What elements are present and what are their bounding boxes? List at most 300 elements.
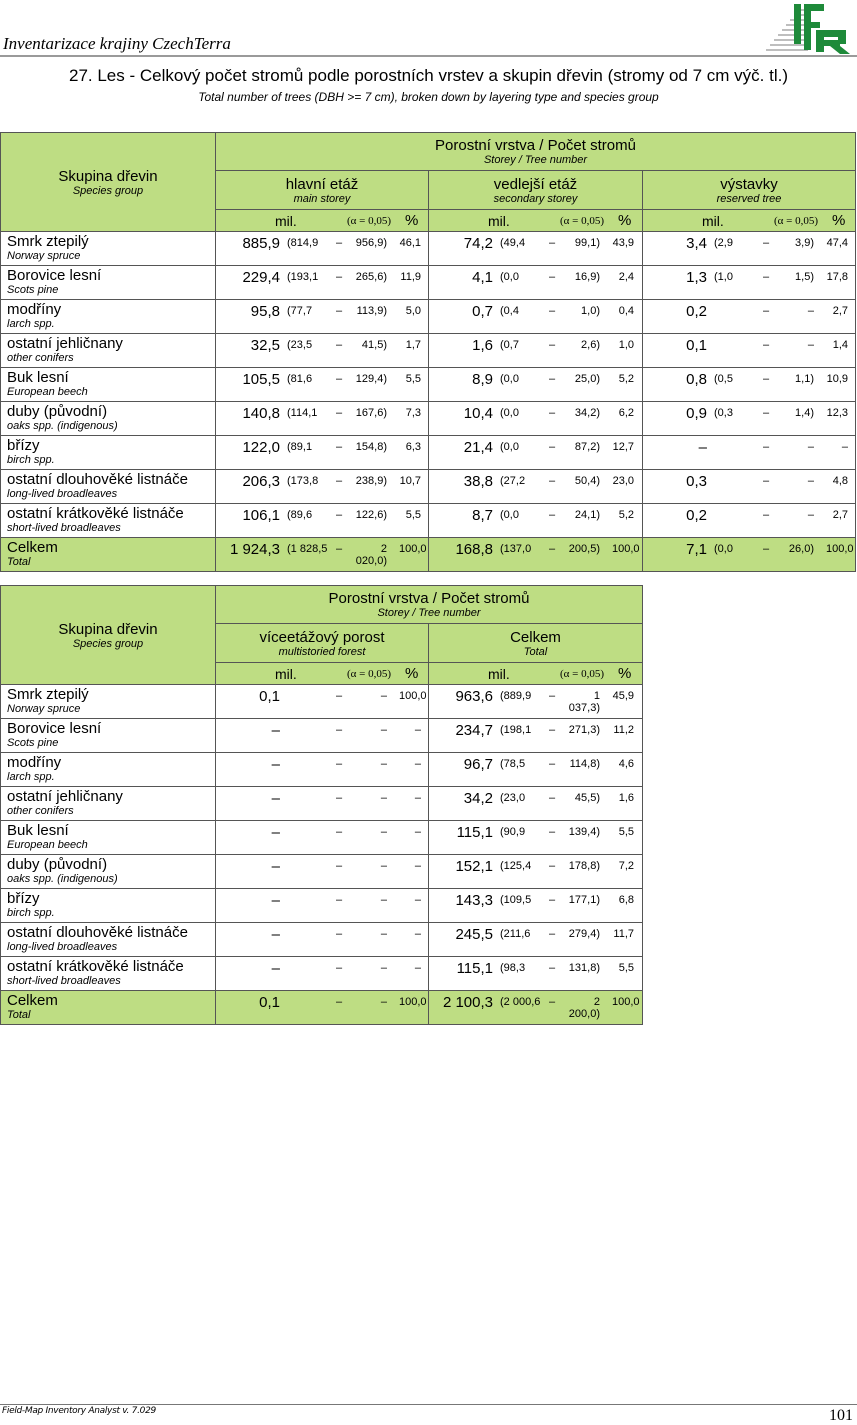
species-name-en: Scots pine [7,284,59,296]
ci-dash: – [548,305,556,317]
value-cell [429,991,643,1025]
ci-dash: – [335,724,343,736]
value-cell [216,889,429,923]
col-header-multistoried [216,624,429,663]
value-pct: 5,2 [618,373,634,385]
value-pct: 11,2 [613,724,634,736]
species-cell [1,957,216,991]
table-row [1,787,643,821]
ci-low: (0,4 [500,305,519,317]
value-mil: 3,4 [686,235,707,252]
confidence-interval [500,892,612,906]
ci-dash: – [335,758,343,770]
storey-group-cz: Porostní vrstva / Počet stromů [435,137,636,154]
confidence-interval [714,405,826,419]
table-row [1,436,856,470]
ci-low [287,792,331,804]
unit-alpha-label: (α = 0,05) [560,214,605,227]
ci-dash: – [548,271,556,283]
unit-alpha-label: (α = 0,05) [347,667,392,680]
confidence-interval [714,371,826,385]
unit-pct-label: % [405,212,419,229]
confidence-interval [714,507,826,521]
value-pct: 5,0 [405,305,421,317]
ci-high: – [807,339,814,351]
ci-low [714,509,758,521]
units-header [216,210,428,231]
confidence-interval [500,405,612,419]
table-row [1,368,856,402]
value-pct: 2,7 [832,509,848,521]
ci-low [714,441,758,453]
unit-pct-label: % [618,212,632,229]
confidence-interval [714,473,826,487]
ci-dash: – [548,237,556,249]
value-pct: – [414,894,421,906]
value-group [216,685,428,718]
value-cell [216,957,429,991]
ci-low: (173,8 [287,475,319,487]
confidence-interval [500,507,612,521]
ci-dash: – [548,407,556,419]
value-cell [216,504,429,538]
value-mil: 34,2 [463,790,493,807]
value-pct: 100,0 [612,543,640,555]
value-group [429,538,642,571]
ci-dash: – [335,373,343,385]
value-cell [429,855,643,889]
ci-dash: – [335,339,343,351]
table-row [1,821,643,855]
confidence-interval [500,994,612,1020]
ci-high: – [807,441,814,453]
value-pct: 43,9 [612,237,634,249]
confidence-interval [500,337,612,351]
ci-low: (78,5 [500,758,526,770]
unit-mil-label: mil. [275,665,297,682]
value-mil: 38,8 [463,473,493,490]
species-name-en: European beech [7,839,88,851]
value-pct: 6,8 [618,894,634,906]
ci-high: – [380,826,387,838]
ci-high: 2 020,0) [355,543,387,567]
confidence-interval [500,960,612,974]
value-group [216,538,428,571]
confidence-interval [714,541,826,555]
confidence-interval [287,541,399,567]
ci-dash: – [762,441,770,453]
ci-high: 139,4) [568,826,600,838]
species-name-cz: Borovice lesní [7,267,102,284]
col-header-secondary-storey [429,171,643,210]
value-mil: 106,1 [242,507,280,524]
species-cell [1,855,216,889]
species-cell [1,504,216,538]
ci-high: 265,6) [355,271,387,283]
ci-low [714,305,758,317]
unit-mil-label: mil. [488,212,510,229]
value-cell [216,334,429,368]
ci-low: (81,6 [287,373,313,385]
ci-dash: – [548,690,556,702]
value-pct: 1,7 [405,339,421,351]
ci-low: (49,4 [500,237,526,249]
species-name-cz: ostatní krátkověké listnáče [7,958,184,975]
ci-high: 113,9) [356,305,387,317]
ci-low [287,894,331,906]
confidence-interval [287,473,399,487]
value-pct: 5,5 [405,509,421,521]
ci-dash: – [548,860,556,872]
col-en: multistoried forest [278,645,366,658]
ci-low: (109,5 [500,894,532,906]
table-row [1,719,643,753]
unit-mil-label: mil. [275,212,297,229]
ci-dash: – [548,928,556,940]
value-group [429,991,642,1024]
ci-low: (211,6 [500,928,531,940]
confidence-interval [714,269,826,283]
value-cell [429,300,643,334]
value-group [216,266,428,299]
value-cell [429,368,643,402]
value-group [216,300,428,333]
ci-dash: – [548,792,556,804]
col-cz: vedlejší etáž [493,175,578,193]
species-cell [1,334,216,368]
value-cell [216,855,429,889]
value-group [429,334,642,367]
value-group [216,889,428,922]
table-subtitle: Total number of trees (DBH >= 7 cm), broken down by layering type and species group [198,90,659,104]
ci-dash: – [335,996,343,1008]
value-mil: 10,4 [463,405,493,422]
value-group [429,787,642,820]
ci-dash: – [335,305,343,317]
ci-low [287,690,331,702]
species-name-cz: Smrk ztepilý [7,233,89,250]
ci-dash: – [762,373,770,385]
confidence-interval [287,507,399,521]
species-cell [1,232,216,266]
species-cell [1,300,216,334]
ci-low: (98,3 [500,962,526,974]
value-mil: 206,3 [242,473,280,490]
value-group [429,957,642,990]
value-group [216,991,428,1024]
ci-high: 1 037,3) [568,690,600,714]
unit-mil-label: mil. [702,212,724,229]
value-cell [429,685,643,719]
ci-dash: – [762,475,770,487]
ci-high: 26,0) [788,543,814,555]
confidence-interval [287,926,399,940]
ci-high: 45,5) [574,792,600,804]
confidence-interval [500,824,612,838]
value-mil: 0,2 [686,303,707,320]
total-row [1,538,856,572]
ci-low: (0,0 [500,407,519,419]
value-group [216,504,428,537]
ci-dash: – [762,407,770,419]
value-group [216,402,428,435]
value-mil: – [271,756,280,773]
value-mil: – [271,722,280,739]
ci-dash: – [335,690,343,702]
value-pct: 46,1 [399,237,421,249]
ci-dash: – [548,339,556,351]
confidence-interval [287,337,399,351]
value-cell [429,436,643,470]
value-mil: 0,8 [686,371,707,388]
species-name-cz: Buk lesní [7,369,69,386]
ci-dash: – [335,826,343,838]
ci-high: 114,8) [569,758,600,770]
confidence-interval [287,790,399,804]
total-row [1,991,643,1025]
value-mil: 0,7 [472,303,493,320]
value-group [643,470,855,503]
value-mil: 115,1 [456,960,493,977]
ci-high: 129,4) [355,373,387,385]
value-group [429,923,642,956]
ci-high: 271,3) [568,724,600,736]
value-pct: 5,5 [618,962,634,974]
value-mil: 8,7 [472,507,493,524]
storey-group-en: Storey / Tree number [483,154,588,166]
value-group [216,232,428,265]
species-group-header [1,133,216,232]
ci-dash: – [335,792,343,804]
value-pct: 5,5 [405,373,421,385]
value-group [643,504,855,537]
value-pct: 5,2 [618,509,634,521]
value-cell [429,957,643,991]
confidence-interval [500,858,612,872]
value-mil: 8,9 [472,371,493,388]
value-cell [429,334,643,368]
confidence-interval [287,405,399,419]
species-name-cz: duby (původní) [7,403,108,420]
species-name-cz: Borovice lesní [7,720,102,737]
table-row [1,300,856,334]
ci-high: – [380,962,387,974]
value-group [429,855,642,888]
value-cell [216,300,429,334]
value-cell [429,719,643,753]
ci-dash: – [335,509,343,521]
species-cell [1,889,216,923]
ci-dash: – [548,441,556,453]
value-pct: – [841,441,848,453]
confidence-interval [287,858,399,872]
value-pct: 10,9 [826,373,848,385]
value-group [429,889,642,922]
value-mil: 2 100,3 [442,994,493,1011]
ci-dash: – [548,373,556,385]
value-group [429,266,642,299]
ci-high: – [380,894,387,906]
unit-pct-label: % [618,665,632,682]
value-mil: 4,1 [472,269,493,286]
value-mil: – [271,824,280,841]
col-cz: hlavní etáž [285,175,359,193]
value-cell [643,538,856,572]
ci-dash: – [548,509,556,521]
value-group [429,504,642,537]
confidence-interval [500,473,612,487]
confidence-interval [500,541,612,555]
ci-low: (193,1 [287,271,319,283]
confidence-interval [714,337,826,351]
table-row [1,334,856,368]
table-row [1,504,856,538]
unit-alpha-label: (α = 0,05) [774,214,819,227]
value-cell [643,266,856,300]
species-name-en: Scots pine [7,737,59,749]
ci-high: 25,0) [574,373,600,385]
ci-low [287,860,331,872]
value-mil: 245,5 [455,926,493,943]
value-mil: 1,3 [686,269,707,286]
table-storey-multi-total [0,585,643,1025]
value-mil: 21,4 [463,439,493,456]
value-group [216,719,428,752]
value-pct: – [414,962,421,974]
header-divider [0,55,857,57]
ci-low: (114,1 [287,407,318,419]
species-cell [1,368,216,402]
ci-high: – [380,928,387,940]
species-name-cz: ostatní krátkověké listnáče [7,505,184,522]
value-group [216,753,428,786]
species-name-cz: modříny [7,301,62,318]
ci-dash: – [335,543,343,555]
value-cell [643,436,856,470]
confidence-interval [287,688,399,702]
table-row [1,753,643,787]
storey-group-cz: Porostní vrstva / Počet stromů [328,590,530,607]
ci-dash: – [548,962,556,974]
value-group [429,719,642,752]
value-mil: 152,1 [455,858,493,875]
value-mil: 115,1 [456,824,493,841]
ci-low: (0,5 [714,373,733,385]
total-label-en: Total [7,1009,31,1021]
table-row [1,470,856,504]
value-group [216,855,428,888]
value-mil: 105,5 [242,371,280,388]
value-group [429,753,642,786]
value-mil: 0,1 [259,994,280,1011]
units-header [429,663,642,684]
value-cell [643,504,856,538]
confidence-interval [500,790,612,804]
unit-pct-label: % [405,665,419,682]
confidence-interval [287,960,399,974]
value-pct: 12,7 [612,441,634,453]
value-mil: 234,7 [455,722,493,739]
species-name-en: larch spp. [7,771,55,783]
ci-dash: – [548,758,556,770]
value-cell [429,923,643,957]
value-group [429,821,642,854]
value-mil: 1,6 [472,337,493,354]
col-header-total [429,624,643,663]
value-cell [429,232,643,266]
value-mil: – [698,439,707,456]
ci-high: 1,0) [581,305,600,317]
value-group [643,300,855,333]
ci-low [287,724,331,736]
value-mil: 0,2 [686,507,707,524]
value-mil: 885,9 [242,235,280,252]
value-pct: – [414,928,421,940]
value-group [216,368,428,401]
value-mil: 96,7 [463,756,493,773]
species-cell [1,470,216,504]
ci-high: 279,4) [568,928,600,940]
value-group [216,821,428,854]
value-pct: 12,3 [826,407,848,419]
value-mil: – [271,858,280,875]
table-row [1,957,643,991]
value-cell [429,538,643,572]
ci-low: (90,9 [500,826,526,838]
value-mil: 7,1 [686,541,707,558]
ci-dash: – [548,543,556,555]
col-header-reserved-tree [643,171,856,210]
ci-low [714,339,758,351]
value-cell [643,232,856,266]
value-mil: 963,6 [455,688,493,705]
units-header [216,663,428,684]
confidence-interval [500,756,612,770]
species-cell [1,787,216,821]
value-mil: 168,8 [455,541,493,558]
units-header [429,210,642,231]
value-pct: – [414,792,421,804]
ci-high: 122,6) [355,509,387,521]
total-label-cell [1,538,216,572]
species-name-en: Norway spruce [7,703,81,715]
species-name-en: birch spp. [7,454,55,466]
units-header-cell [643,210,856,232]
col-cz: výstavky [720,175,778,193]
species-group-header [1,586,216,685]
value-cell [643,402,856,436]
value-group [429,685,642,718]
table-row [1,402,856,436]
confidence-interval [287,235,399,249]
ci-dash: – [548,724,556,736]
species-cell [1,753,216,787]
species-name-cz: ostatní dlouhověké listnáče [7,924,188,941]
value-pct: 4,8 [832,475,848,487]
total-label-cz: Celkem [7,992,58,1009]
value-cell [216,470,429,504]
page-number: 101 [829,1407,853,1424]
value-mil: 1 924,3 [229,541,280,558]
value-group [216,957,428,990]
ci-low [287,962,331,974]
value-cell [216,685,429,719]
ci-low [287,996,331,1008]
value-cell [216,436,429,470]
ci-low: (0,0 [500,441,519,453]
ci-high: – [807,305,814,317]
value-cell [429,266,643,300]
